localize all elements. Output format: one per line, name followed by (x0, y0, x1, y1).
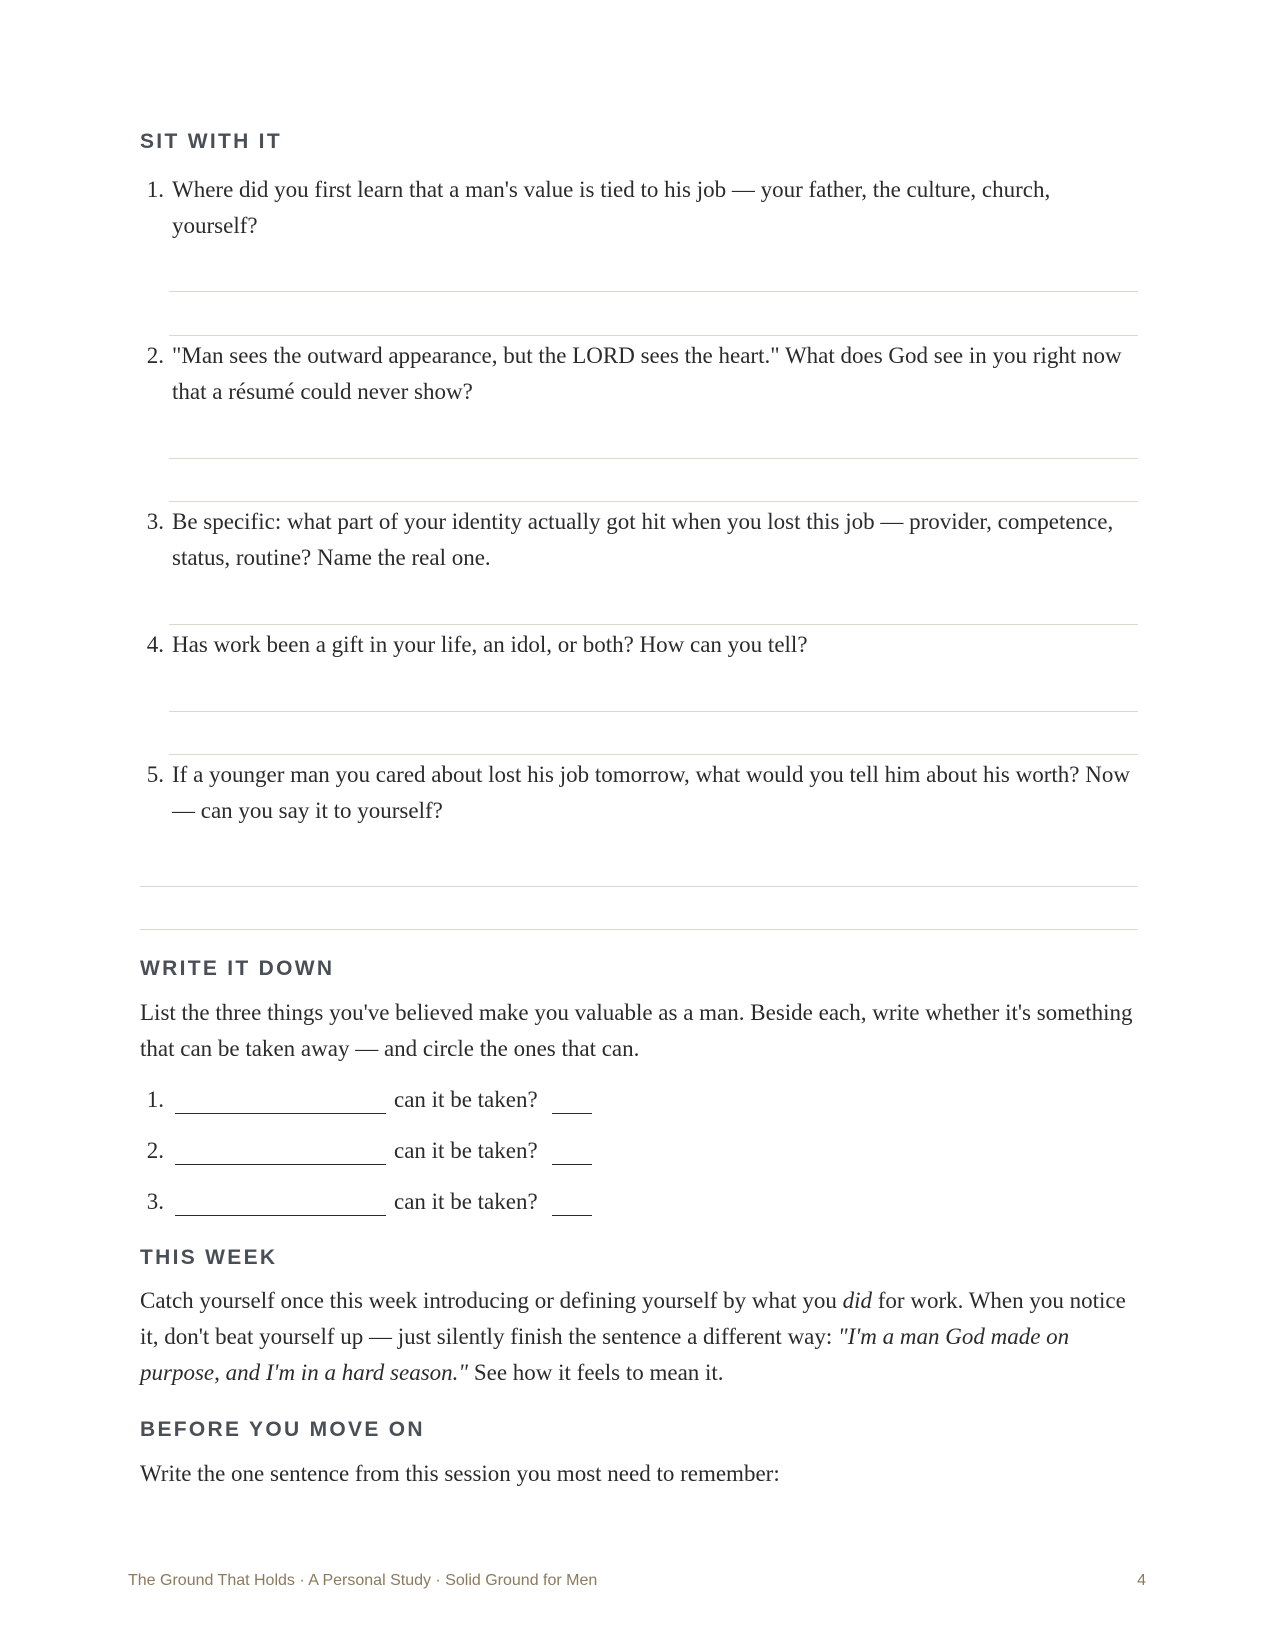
text-run: for work. When you notice it, don't beat yourself up — just silently finish the sentence a different way: (140, 1288, 1126, 1349)
page-footer (128, 1572, 1146, 1590)
emphasis-quote: "I'm a man God made on purpose, and I'm in a hard season." (140, 1324, 1070, 1385)
taken-blank[interactable] (552, 1113, 592, 1114)
section-heading-sit-with-it: SIT WITH IT (140, 130, 282, 153)
value-blank[interactable] (175, 1215, 386, 1216)
question-text: Be specific: what part of your identity actually got hit when you lost this job — provider, competence, status, routine? Name the real one. (172, 509, 1114, 570)
page-number: 4 (1137, 1572, 1146, 1589)
answer-line[interactable] (169, 291, 1138, 292)
footer-title: The Ground That Holds · A Personal Study · Solid Ground for Men (128, 1572, 598, 1589)
answer-line[interactable] (169, 624, 1138, 625)
question-number: 1. (146, 177, 164, 202)
question-1 (140, 172, 1138, 244)
question-text: "Man sees the outward appearance, but the LORD sees the heart." What does God see in you right now that a résumé could never show? (172, 343, 1122, 404)
item-number: 2. (146, 1138, 164, 1163)
question-text: If a younger man you cared about lost his job tomorrow, what would you tell him about his worth? Now — can you say it to yourself? (172, 762, 1130, 823)
question-5 (140, 757, 1138, 829)
value-blank[interactable] (175, 1164, 386, 1165)
text-run: See how it feels to mean it. (468, 1360, 724, 1385)
item-prompt: can it be taken? (394, 1087, 538, 1112)
write-it-down-instructions: List the three things you've believed make you valuable as a man. Beside each, write whether it's something that can be taken away — and circle the ones that can. (140, 1000, 1133, 1061)
item-number: 1. (146, 1087, 164, 1112)
emphasis: did (842, 1288, 873, 1313)
question-4 (140, 627, 1138, 663)
answer-line[interactable] (169, 711, 1138, 712)
taken-blank[interactable] (552, 1215, 592, 1216)
item-prompt: can it be taken? (394, 1189, 538, 1214)
section-heading-this-week: THIS WEEK (140, 1246, 278, 1269)
answer-line[interactable] (169, 458, 1138, 459)
question-number: 3. (146, 509, 164, 534)
item-number: 3. (146, 1189, 164, 1214)
value-blank[interactable] (175, 1113, 386, 1114)
item-prompt: can it be taken? (394, 1138, 538, 1163)
question-number: 5. (146, 762, 164, 787)
answer-line[interactable] (169, 335, 1138, 336)
answer-line[interactable] (169, 754, 1138, 755)
question-text: Has work been a gift in your life, an idol, or both? How can you tell? (172, 632, 808, 657)
answer-line[interactable] (140, 929, 1138, 930)
question-3 (140, 504, 1138, 576)
taken-blank[interactable] (552, 1164, 592, 1165)
question-2 (140, 338, 1138, 410)
this-week-text (140, 1283, 1138, 1391)
answer-line[interactable] (140, 886, 1138, 887)
question-number: 4. (146, 632, 164, 657)
section-heading-before-you-move-on: BEFORE YOU MOVE ON (140, 1418, 425, 1441)
answer-line[interactable] (169, 501, 1138, 502)
before-you-move-on-text: Write the one sentence from this session you most need to remember: (140, 1461, 780, 1486)
question-text: Where did you first learn that a man's value is tied to his job — your father, the culture, church, yourself? (172, 177, 1051, 238)
question-number: 2. (146, 343, 164, 368)
text-run: Catch yourself once this week introducing or defining yourself by what you (140, 1288, 843, 1313)
section-heading-write-it-down: WRITE IT DOWN (140, 957, 335, 980)
